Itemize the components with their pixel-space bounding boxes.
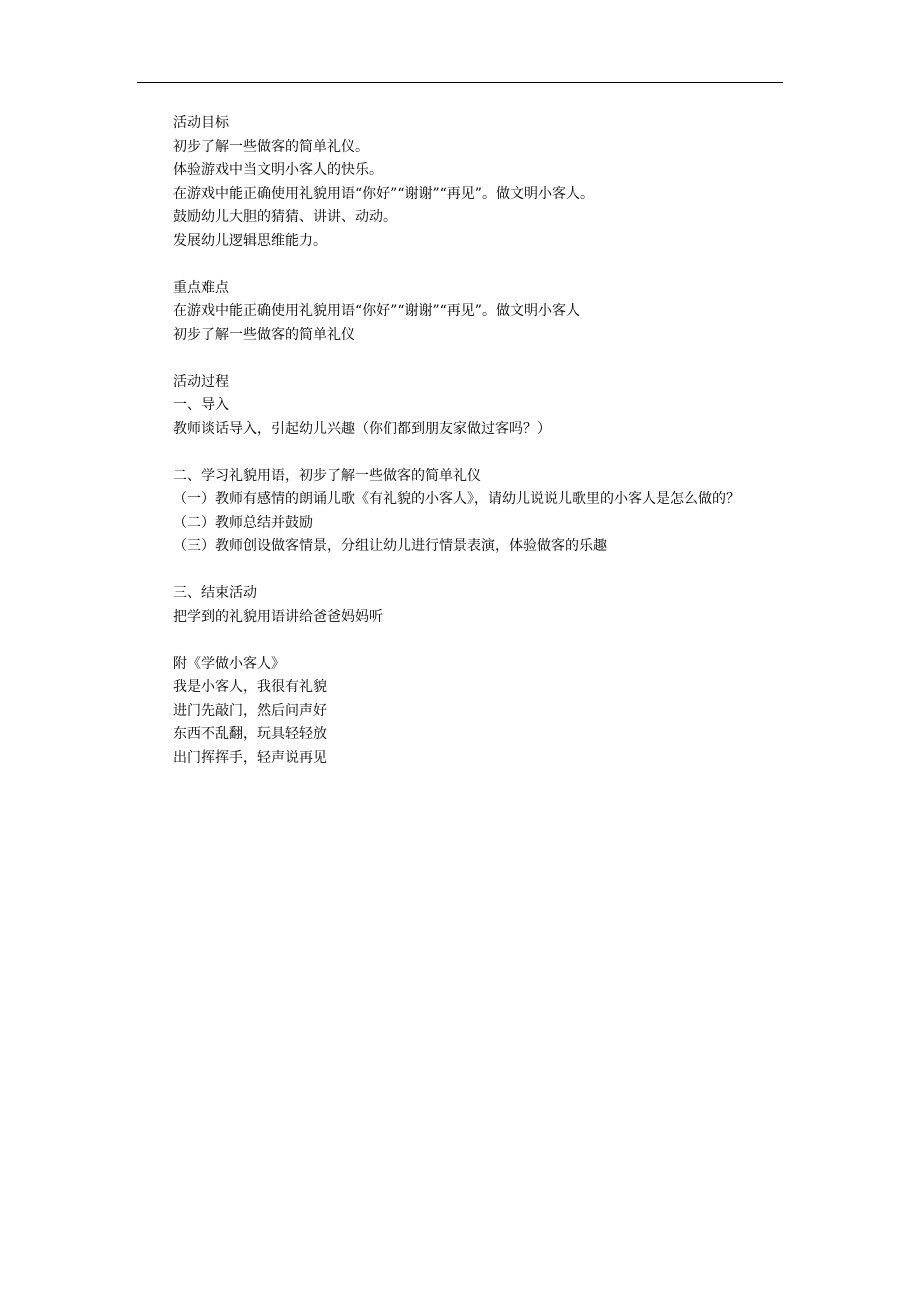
spacer [139,559,783,583]
process-part2-title: 二、学习礼貌用语，初步了解一些做客的简单礼仪 [173,467,481,484]
goal-item: 在游戏中能正确使用礼貌用语“你好”“谢谢”“再见”。做文明小客人。 [173,185,594,202]
spacer [139,347,783,371]
process-part1-title: 一、导入 [173,397,229,413]
goal-item: 初步了解一些做客的简单礼仪。 [173,138,369,155]
process-part2-step: （一）教师有感情的朗诵儿歌《有礼貌的小客人》，请幼儿说说儿歌里的小客人是怎么做的？ [173,491,740,507]
key-points-section [139,277,783,348]
poem-line: 进门先敲门，然后问声好 [173,702,327,719]
goals-heading: 活动目标 [173,115,229,131]
key-point-item: 初步了解一些做客的简单礼仪 [173,326,355,343]
key-point-item: 在游戏中能正确使用礼貌用语“你好”“谢谢”“再见”。做文明小客人 [173,303,580,319]
spacer [139,441,783,465]
process-part2-step: （二）教师总结并鼓励 [173,514,313,531]
goal-item: 发展幼儿逻辑思维能力。 [173,232,327,249]
process-part3-text: 把学到的礼貌用语讲给爸爸妈妈听 [173,608,383,625]
goal-item: 体验游戏中当文明小客人的快乐。 [173,162,383,178]
poem-line: 我是小客人，我很有礼貌 [173,679,327,695]
document-body [139,112,783,770]
spacer [139,629,783,653]
process-part3-title: 三、结束活动 [173,585,257,601]
key-points-heading: 重点难点 [173,279,229,296]
process-part1-text: 教师谈话导入，引起幼儿兴趣（你们都到朋友家做过客吗？） [173,420,551,437]
process-section [139,371,783,630]
goal-item: 鼓励幼儿大胆的猜猜、讲讲、动动。 [173,209,397,225]
spacer [139,253,783,277]
goals-section [139,112,783,253]
header-rule [137,82,783,83]
process-part2-step: （三）教师创设做客情景，分组让幼儿进行情景表演，体验做客的乐趣 [173,538,607,554]
poem-line: 东西不乱翻，玩具轻轻放 [173,726,327,742]
process-heading: 活动过程 [173,373,229,390]
appendix-section [139,653,783,771]
poem-line: 出门挥挥手，轻声说再见 [173,749,327,766]
appendix-title: 附《学做小客人》 [173,655,285,672]
